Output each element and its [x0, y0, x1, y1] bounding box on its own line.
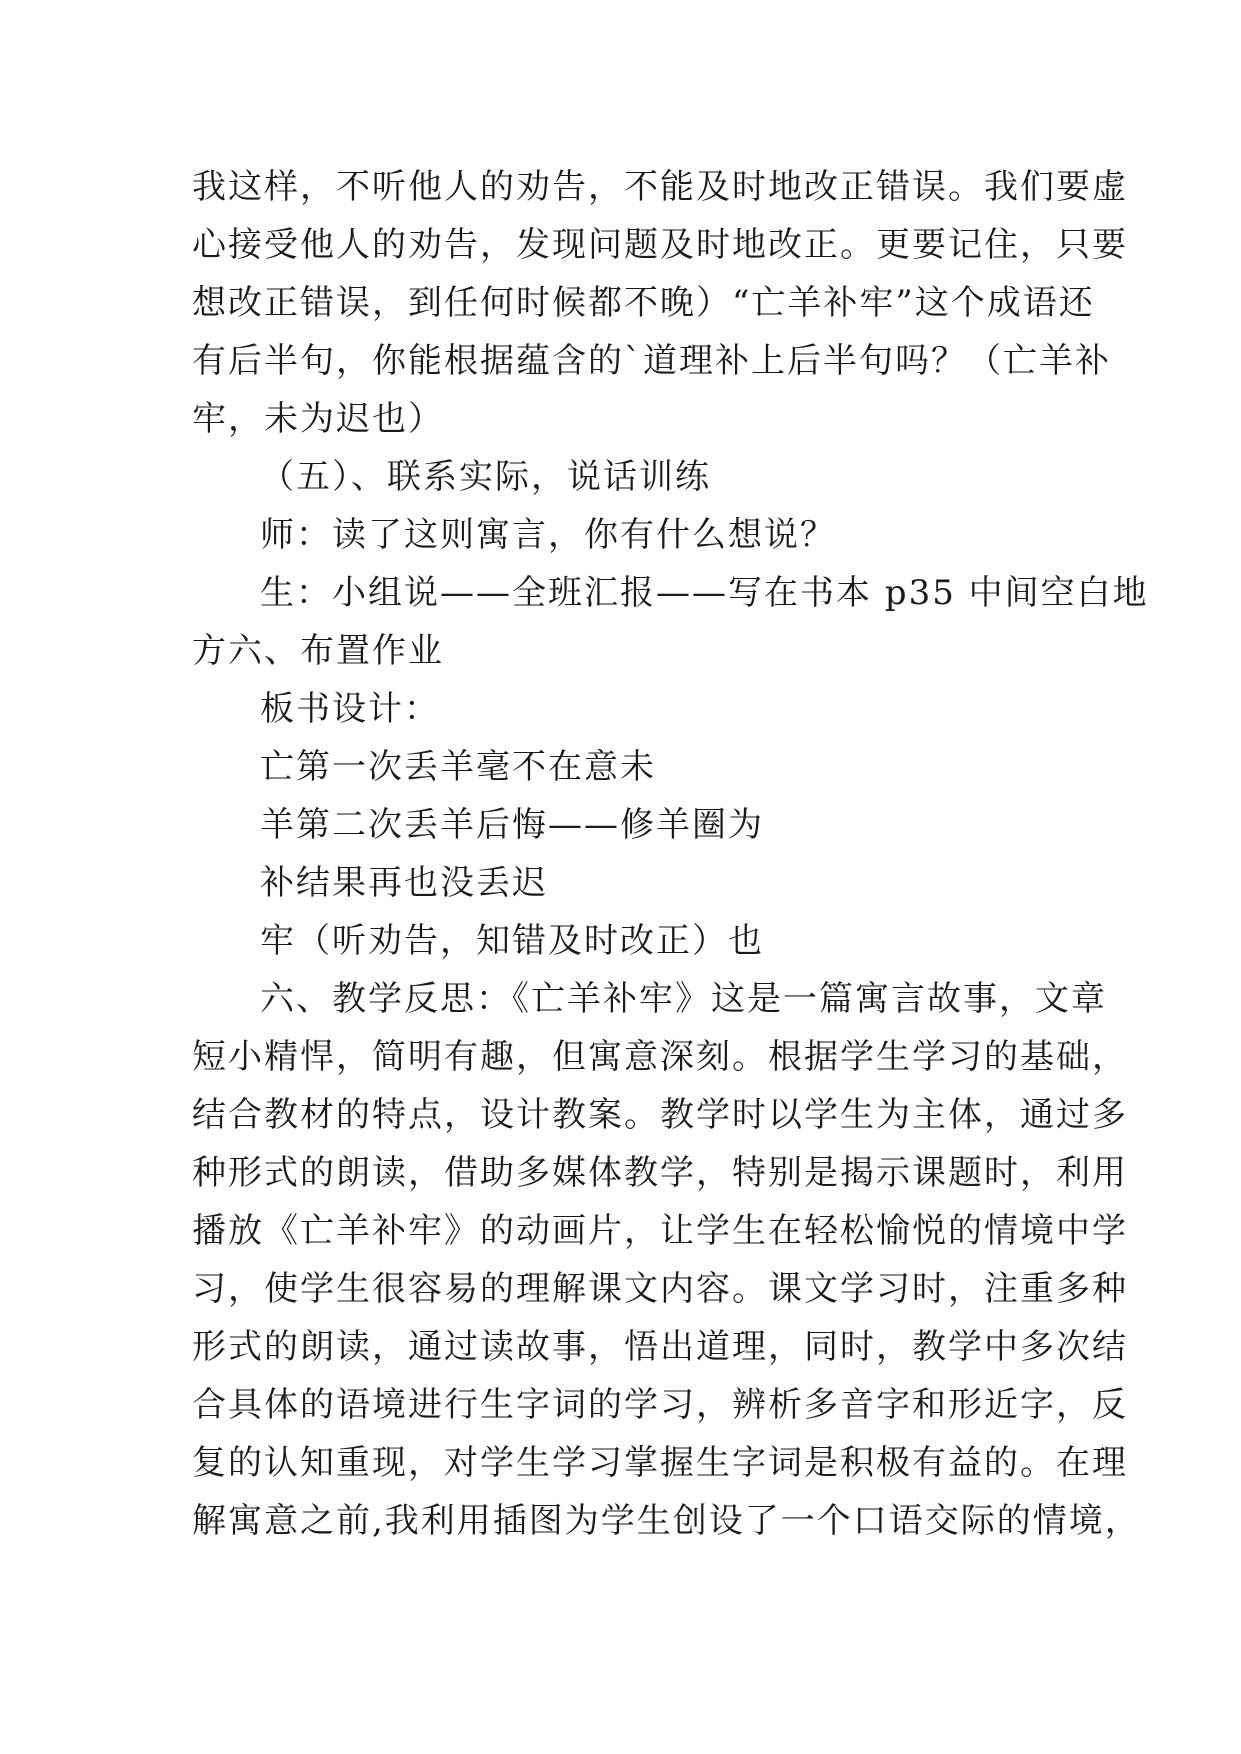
board-design-line: 亡第一次丢羊毫不在意未: [260, 747, 656, 787]
text-line: 习，使学生很容易的理解课文内容。课文学习时，注重多种: [192, 1269, 1128, 1309]
text-line: 合具体的语境进行生字词的学习，辨析多音字和形近字，反: [192, 1385, 1128, 1425]
body-text: [192, 158, 1149, 1550]
text-line: 有后半句，你能根据蕴含的`道理补上后半句吗？（亡羊补: [192, 341, 1111, 381]
text-line: 心接受他人的劝告，发现问题及时地改正。更要记住，只要: [192, 225, 1128, 265]
text-line: 方六、布置作业: [192, 631, 444, 671]
text-line: 想改正错误，到任何时候都不晚）“亡羊补牢”这个成语还: [192, 283, 1095, 323]
board-design-heading: 板书设计：: [260, 689, 440, 729]
text-line: 生：小组说——全班汇报——写在书本 p35 中间空白地: [260, 573, 1149, 613]
text-line: 形式的朗读，通过读故事，悟出道理，同时，教学中多次结: [192, 1327, 1128, 1367]
text-line: 师：读了这则寓言，你有什么想说？: [260, 515, 836, 555]
board-design-line: 牢（听劝告，知错及时改正）也: [260, 921, 764, 961]
board-design-line: 羊第二次丢羊后悔——修羊圈为: [260, 805, 764, 845]
reflection-heading: 六、教学反思：《亡羊补牢》这是一篇寓言故事，文章: [260, 979, 1107, 1019]
text-line: 牢，未为迟也）: [192, 399, 444, 439]
text-line: 解寓意之前,我利用插图为学生创设了一个口语交际的情境，: [192, 1501, 1141, 1541]
text-line: 种形式的朗读，借助多媒体教学，特别是揭示课题时，利用: [192, 1153, 1128, 1193]
section-heading: （五）、联系实际，说话训练: [260, 457, 711, 497]
text-line: 结合教材的特点，设计教案。教学时以学生为主体，通过多: [192, 1095, 1128, 1135]
text-line: 我这样，不听他人的劝告，不能及时地改正错误。我们要虚: [192, 167, 1128, 207]
text-line: 短小精悍，简明有趣，但寓意深刻。根据学生学习的基础，: [192, 1037, 1128, 1077]
text-line: 播放《亡羊补牢》的动画片，让学生在轻松愉悦的情境中学: [192, 1211, 1128, 1251]
board-design-line: 补结果再也没丢迟: [260, 863, 548, 903]
text-line: 复的认知重现，对学生学习掌握生字词是积极有益的。在理: [192, 1443, 1128, 1483]
